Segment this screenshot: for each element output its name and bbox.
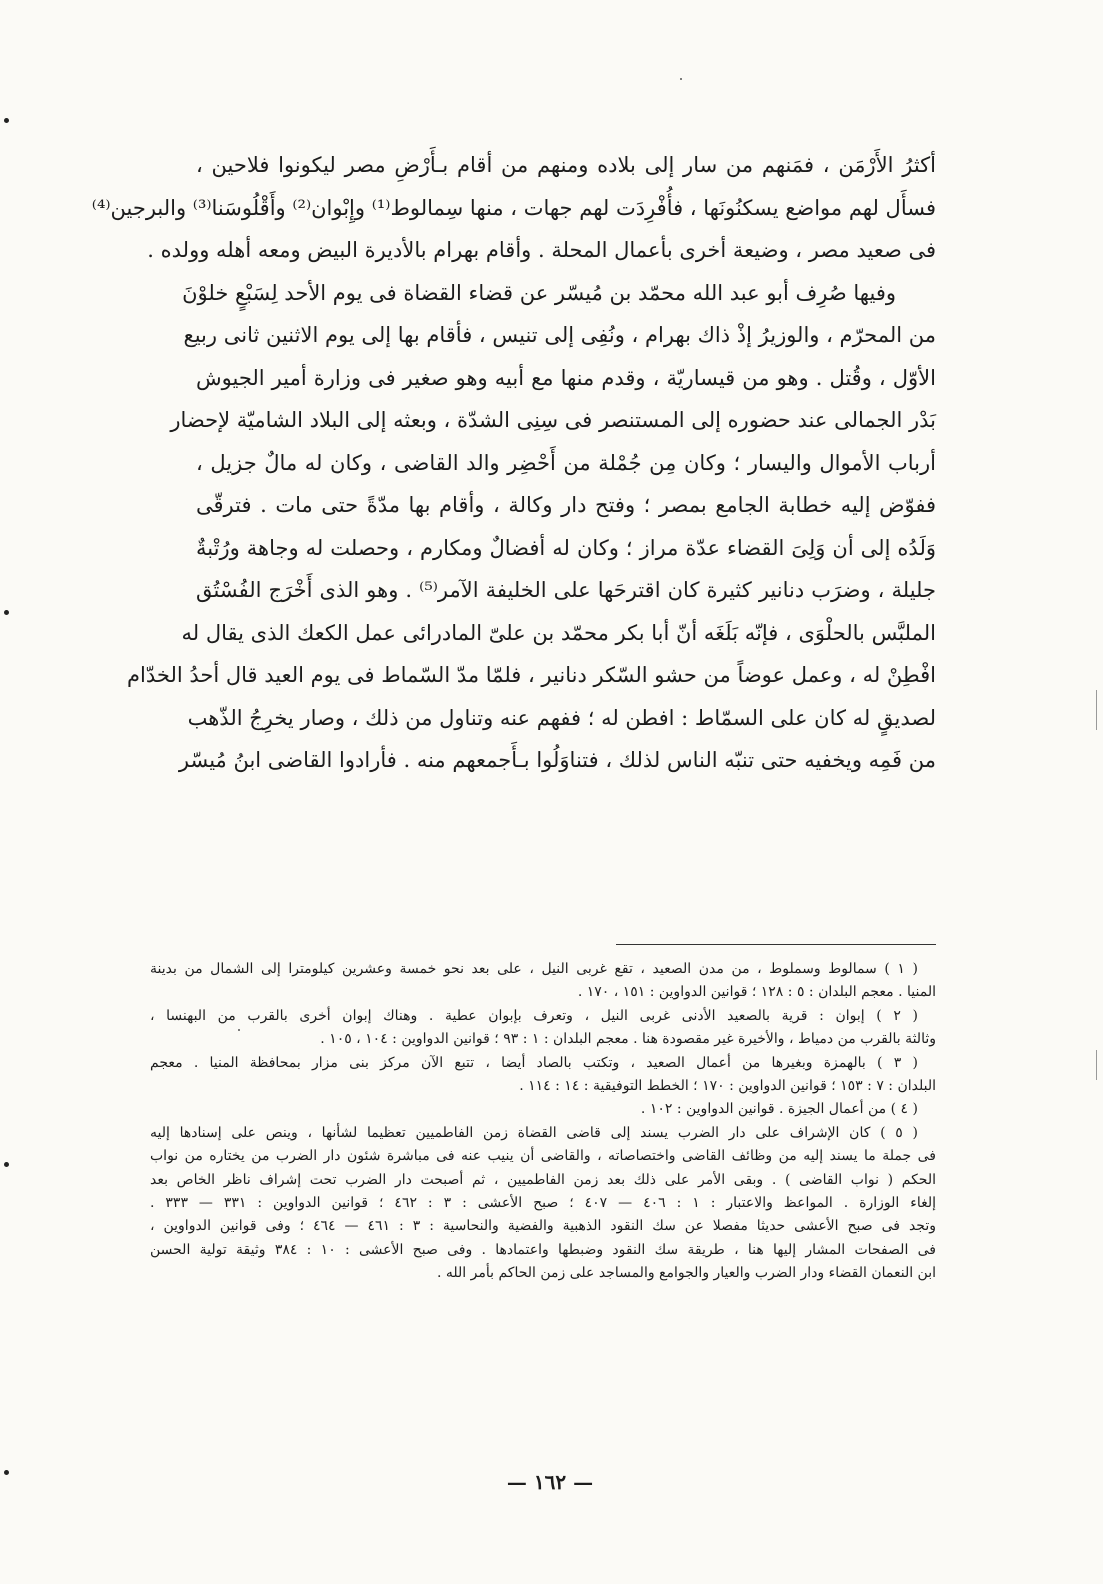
- body-line: وفيها صُرِف أبو عبد الله محمّد بن مُيسّر عن قضاء القضاة فى يوم الأحد لِسَبْعٍ خلوْنَ: [182, 280, 896, 305]
- body-line: من المحرّم ، والوزيرُ إذْ ذاك بهرام ، ونُفِى إلى تنيس ، فأقام بها إلى يوم الاثنين ثانى ربيع: [183, 323, 936, 347]
- body-line: الأوّل ، وقُتل . وهو من قيساريّة ، وقدم منها مع أبيه وهو صغير فى وزارة أمير الجيوش: [196, 365, 936, 390]
- body-text: [91, 144, 937, 782]
- body-line: ففوّض إليه خطابة الجامع بمصر ؛ وفتح دار وكالة ، وأقام بها مدّةً حتى مات . فترقّى: [196, 493, 936, 517]
- body-line: وَلَدُه إلى أن وَلِىَ القضاء عدّة مراز ؛ وكان له أفضالٌ ومكارم ، وحصلت له وجاهة ورُتْبةٌ: [196, 535, 936, 560]
- body-line: أكثرُ الأَرْمَن ، فمَنهم من سار إلى بلاده ومنهم من أقام بـأَرْضِ مصر ليكونوا فلاحين ،: [196, 153, 937, 177]
- body-line: بَدْر الجمالى عند حضوره إلى المستنصر فى سِنِى الشدّة ، وبعثه إلى البلاد الشاميّة لإحضار: [170, 408, 936, 432]
- footnote-line: فى الصفحات المشار إليها هنا ، طريقة سك النقود وضبطها واعتمادها . وفى صبح الأعشى : ١٠ : ٣٨٤ وثيقة تولية الحسن: [150, 1241, 936, 1258]
- footnote-line: ( ٣ ) بالهمزة وبغيرها من أعمال الصعيد ، وتكتب بالصاد أيضا ، تتبع الآن مركز بنى مزار بمحافظة المنيا . معجم: [150, 1054, 918, 1071]
- margin-dot: [4, 118, 9, 123]
- speck: [680, 78, 682, 80]
- body-line: الملبَّس بالحلْوَى ، فإنّه بَلَغَه أنّ أبا بكر محمّد بن علىّ المادرائى عمل الكعك الذى يقال له: [181, 620, 936, 645]
- footnote-line: ( ٢ ) إبوان : قرية بالصعيد الأدنى غربى النيل ، وتعرف بإبوان عطية . وهناك إبوان أخرى بالقرب من البهنسا ،: [150, 1007, 919, 1024]
- body-line: أرباب الأموال واليسار ؛ وكان مِن جُمْلة من أَحْضِر والد القاضى ، وكان له مالٌ جزيل ،: [196, 450, 936, 475]
- footnote-line: الحكم ( نواب القاضى ) . وبقى الأمر على ذلك بعد زمن الفاطميين ، ثم أصبحت دار الضرب تحت إشراف ناظر الخاص بعد: [150, 1171, 936, 1188]
- body-line: فى صعيد مصر ، وضيعة أخرى بأعمال المحلة . وأقام بهرام بالأديرة البيض ومعه أهله وولده .: [147, 238, 936, 262]
- footnote-line: ( ١ ) سمالوط وسملوط ، من مدن الصعيد ، تقع غربى النيل ، على بعد نحو خمسة وعشرين كيلومترا إلى الشمال من بدينة: [150, 961, 918, 977]
- body-line: جليلة ، وضرَب دنانير كثيرة كان اقترحَها على الخليفة الآمر⁽⁵⁾ . وهو الذى أَخْرَج الفُسْتُق: [196, 578, 936, 602]
- footnote-line: ابن النعمان القضاء ودار الضرب والعيار والجوامع والمساجد على زمن الحاكم بأمر الله .: [436, 1265, 936, 1282]
- footnotes: [150, 958, 936, 1285]
- footnote-line: وتجد فى صبح الأعشى حديثا مفصلا عن سك النقود الذهبية والفضية والنحاسية : ٣ : ٤٦١ — ٤٦٤ ؛ وفى قوانين الدواوين ،: [150, 1218, 936, 1235]
- body-line: من فَمِه ويخفيه حتى تنبّه الناس لذلك ، فتناوَلُوا بـأَجمعهم منه . فأرادوا القاضى ابنُ مُيسّر: [178, 748, 936, 772]
- edge-mark: [1096, 690, 1097, 730]
- page-number: — ١٦٢ —: [506, 1470, 594, 1494]
- body-line: فسأَل لهم مواضع يسكنُونَها ، فأُفْرِدَت لهم جهات ، منها سِمالوط⁽¹⁾ وإِبْوان⁽²⁾ وأَقْلُوسَنا⁽³⁾ والبرجين⁽⁴⁾: [91, 195, 936, 220]
- footnote-line: ( ٤ ) من أعمال الجيزة . قوانين الدواوين : ١٠٢ .: [640, 1101, 918, 1118]
- footnote-line: ( ٥ ) كان الإشراف على دار الضرب يسند إلى قاضى القضاة زمن الفاطميين تعظيما لشأنها ، وينص على إسنادها إليه: [150, 1124, 918, 1141]
- margin-dot: [4, 1162, 9, 1167]
- footnote-line: إلغاء الوزارة . المواعظ والاعتبار : ١ : ٤٠٦ — ٤٠٧ ؛ صبح الأعشى : ٣ : ٤٦٢ ؛ قوانين الدواوين : ٣٣١ — ٣٣٣ .: [150, 1194, 937, 1211]
- body-line: لصديقٍ له كان على السمّاط : افطن له ؛ ففهم عنه وتناول من ذلك ، وصار يخرِجُ الذّهب: [187, 705, 936, 730]
- footnote-line: المنيا . معجم البلدان : ٥ : ١٢٨ ؛ قوانين الدواوين : ١٥١ ، ١٧٠ .: [577, 984, 936, 1001]
- footnote-line: البلدان : ٧ : ١٥٣ ؛ قوانين الدواوين : ١٧٠ ؛ الخطط التوفيقية : ١٤ : ١١٤ .: [519, 1077, 936, 1094]
- footnote-line: وثالثة بالقرب من دمياط ، والأخيرة غير مقصودة هنا . معجم البلدان : ١ : ٩٣ ؛ قوانين الدواوين : ١٠٤ ، ١٠٥ .: [320, 1031, 936, 1048]
- edge-mark: [1096, 1050, 1097, 1080]
- margin-dot: [4, 1470, 9, 1475]
- footnote-separator: [616, 944, 936, 945]
- body-line: افْطِنْ له ، وعمل عوضاً من حشو السّكر دنانير ، فلمّا مدّ السّماط فى يوم العيد قال أحدُ الخدّام: [127, 663, 936, 687]
- footnote-line: فى جملة ما يسند إليه من وظائف القاضى واختصاصاته ، والقاضى أن ينيب عنه فى مباشرة شئون دار الضرب من يختاره من نواب: [150, 1148, 936, 1165]
- margin-dot: [4, 610, 9, 615]
